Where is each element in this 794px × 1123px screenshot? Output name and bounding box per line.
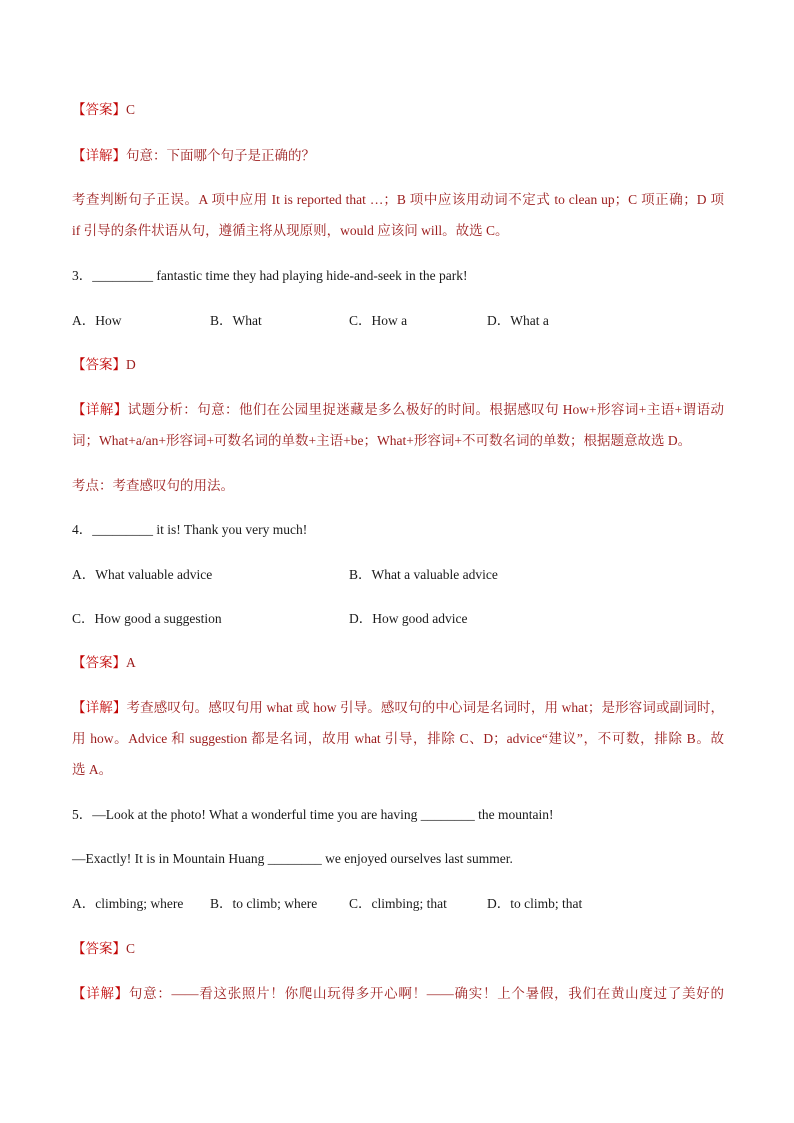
detail-text: 词；What+a/an+形容词+可数名词的单数+主语+be；What+形容词+不可数名词的单数；根据题意故选 D。 [72, 433, 692, 448]
answer-tag: 【答案】 [72, 102, 126, 117]
option-a: A．climbing; where [72, 896, 184, 911]
detail-text: 句意：下面哪个句子是正确的？ [126, 148, 315, 163]
option-d: D．How good advice [349, 611, 468, 626]
detail-tag: 【详解】 [72, 700, 127, 715]
option-a: A．What valuable advice [72, 567, 213, 582]
answer-value: A [126, 655, 136, 670]
question-3: 3．_________ fantastic time they had playing hide-and-seek in the park! [72, 268, 468, 283]
option-d: D．to climb; that [487, 896, 583, 911]
answer-value: D [126, 357, 136, 372]
detail-tag: 【详解】 [72, 402, 128, 417]
detail-text: 用 how。Advice 和 suggestion 都是名词，故用 what 引导，排除 C、D；advice“建议”，不可数，排除 B。故 [72, 731, 724, 746]
detail-text: if 引导的条件状语从句，遵循主将从现原则，would 应该问 will。故选 C。 [72, 223, 509, 238]
detail-text: 试题分析：句意：他们在公园里捉迷藏是多么极好的时间。根据感叹句 How+形容词+主语+谓语动 [127, 402, 724, 417]
answer-tag: 【答案】 [72, 941, 126, 956]
detail-text: 选 A。 [72, 762, 113, 777]
option-b: B．to climb; where [210, 896, 318, 911]
question-5: 5．—Look at the photo! What a wonderful time you are having ________ the mountain! [72, 807, 554, 822]
question-5-reply: —Exactly! It is in Mountain Huang ________ we enjoyed ourselves last summer. [72, 851, 513, 866]
answer-value: C [126, 102, 136, 117]
option-b: B．What [210, 313, 262, 328]
option-c: C．climbing; that [349, 896, 447, 911]
detail-tag: 【详解】 [72, 986, 129, 1001]
answer-tag: 【答案】 [72, 655, 126, 670]
detail-text: 考点：考查感叹句的用法。 [72, 478, 234, 493]
detail-line-q5 [72, 984, 724, 1004]
question-4: 4．_________ it is! Thank you very much! [72, 522, 308, 537]
detail-line-q2 [72, 146, 724, 166]
detail-text: 考查感叹句。感叹句用 what 或 how 引导。感叹句的中心词是名词时，用 what；是形容词或副词时， [126, 700, 725, 715]
option-c: C．How good a suggestion [72, 611, 222, 626]
answer-line-q4 [72, 653, 724, 673]
detail-text: 考查判断句子正误。A 项中应用 It is reported that …；B 项中应该用动词不定式 to clean up；C 项正确；D 项 [72, 192, 724, 207]
option-d: D．What a [487, 313, 549, 328]
detail-line-q3 [72, 400, 724, 420]
option-c: C．How a [349, 313, 408, 328]
answer-value: C [126, 941, 136, 956]
answer-line-q5 [72, 939, 724, 959]
detail-line-q4 [72, 698, 724, 718]
answer-line-q3 [72, 355, 724, 375]
detail-text: 句意：——看这张照片！你爬山玩得多开心啊！——确实！上个暑假，我们在黄山度过了美好的 [128, 986, 725, 1001]
answer-tag: 【答案】 [72, 357, 126, 372]
answer-line-q2 [72, 100, 724, 120]
option-a: A．How [72, 313, 122, 328]
detail-tag: 【详解】 [72, 148, 126, 163]
option-b: B．What a valuable advice [349, 567, 498, 582]
